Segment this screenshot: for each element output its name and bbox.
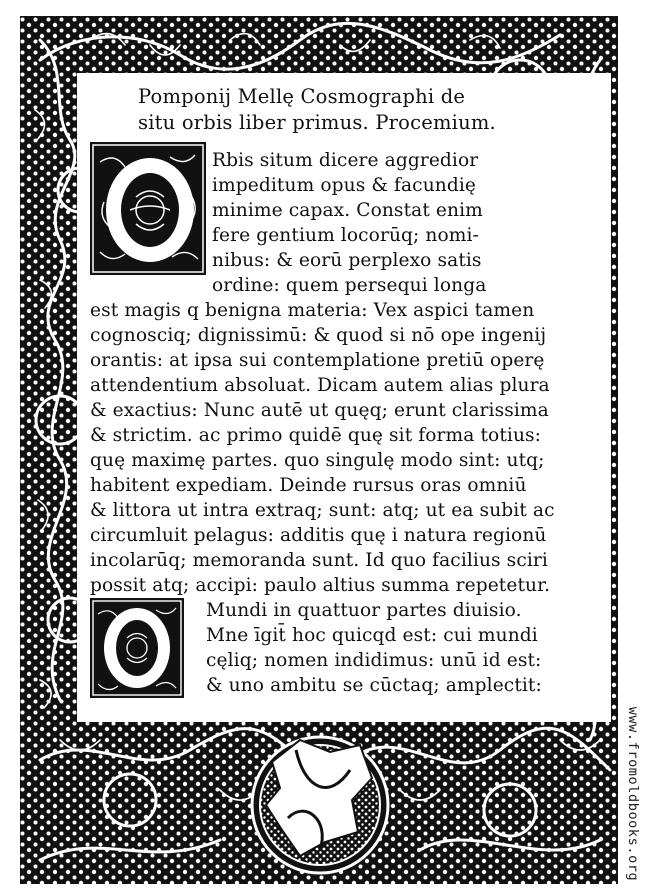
text-panel bbox=[80, 76, 608, 719]
paragraph1-line: & strictim. ac primo quidē quę sit forma totius: bbox=[90, 425, 542, 446]
paragraph1-line: nibus: & eorū perplexo satis bbox=[212, 250, 482, 271]
paragraph1-line: orantis: at ipsa sui contemplatione pretiū operę bbox=[90, 350, 545, 371]
paragraph1-line: attendentium absoluat. Dicam autem alias plura bbox=[90, 375, 550, 396]
paragraph1-line: Rbis situm dicere aggredior bbox=[212, 150, 479, 171]
section2-line: & uno ambitu se cūctaq; amplectit: bbox=[206, 675, 542, 696]
paragraph1-line: & exactius: Nunc autē ut quęq; erunt clarissima bbox=[90, 400, 549, 421]
paragraph1-line: fere gentium locorūq; nomi- bbox=[212, 225, 479, 246]
paragraph1-line: quę maximę partes. quo singulę modo sint: utq; bbox=[90, 450, 545, 471]
decorated-initial-o-large bbox=[90, 142, 206, 275]
paragraph1-line: impeditum opus & facundię bbox=[212, 175, 476, 196]
heading-line-2: situ orbis liber primus. Procemium. bbox=[138, 111, 496, 134]
decorated-initial-o-small bbox=[90, 598, 184, 698]
watermark-text: www.fromoldbooks.org bbox=[625, 706, 641, 882]
section2-line: Mne īgit̄ hoc quicqd est: cui mundi bbox=[206, 625, 538, 646]
paragraph1-line: habitent expediam. Deinde rursus oras omniū bbox=[90, 475, 527, 496]
heading-line-1: Pomponij Mellę Cosmographi de bbox=[138, 85, 466, 108]
paragraph1-line: ordine: quem persequi longa bbox=[212, 275, 487, 296]
section2-line: cęliq; nomen indidimus: unū id est: bbox=[206, 650, 542, 671]
paragraph1-line: circumluit pelagus: additis quę i natura regionū bbox=[90, 525, 547, 546]
paragraph1-line: & littora ut intra extraq; sunt: atq; ut ea subit ac bbox=[90, 500, 555, 521]
paragraph1-line: minime capax. Constat enim bbox=[212, 200, 483, 221]
watermark bbox=[622, 700, 644, 888]
section2-title: Mundi in quattuor partes diuisio. bbox=[206, 600, 522, 621]
paragraph1-line: incolarūq; memoranda sunt. Id quo facilius sciri bbox=[90, 550, 548, 571]
paragraph1-line: cognosciq; dignissimū: & quod si nō ope ingenij bbox=[90, 325, 547, 346]
paragraph1-line: est magis q benigna materia: Vex aspici tamen bbox=[90, 300, 535, 321]
paragraph1-line: possit atq; accipi: paulo altius summa repetetur. bbox=[90, 575, 551, 596]
